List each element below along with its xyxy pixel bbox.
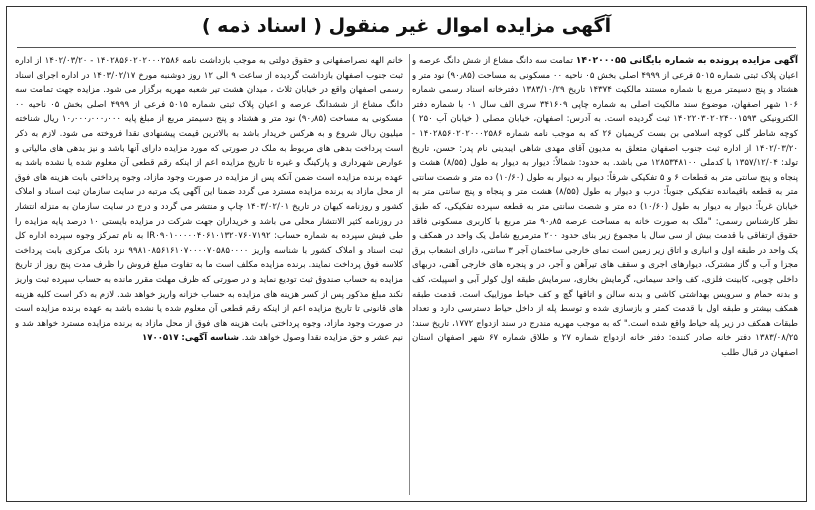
- right-column-body: تمامت سه دانگ مشاع از شش دانگ عرصه و اعیان پلاک ثبتی شماره ۵۰۱۵ فرعی از ۴۹۹۹ اصلی بخش ۰۵ ناحیه ۰۰ مسکونی به مساحت (۹۰٫۸۵) نود متر و هشتاد و پنج دسیمتر مربع با شماره مستند مالکیت ۱۴۳۷۴ تاریخ ۱۳۸۳/۱۰/۲۹ دفترخانه اسناد رسمی شماره ۱۰۶ شهر اصفهان، موضوع سند مالکیت اصلی به شماره چاپی ۳۴۱۶۰۹ سری الف سال ۰۱ با شماره دفتر الکترونیکی ۱۴۰۲۲۰۳۰۲۰۲۴۰۰۱۵۹۳ ثبت گردیده است. به آدرس: اصفهان، خیابان مصلی ( خیابان آب ۲۵۰ ) کوچه شاطر گلی کوچه اسلامی بن بست کریمیان ۲۶ که به موجب نامه شماره ۱۴۰۲۸۵۶۰۲۰۲۰۰۰۲۵۸۶ - ۱۴۰۲/۰۳/۲۰ از اداره ثبت جنوب اصفهان متعلق به مدیون آقای مهدی شاهی ایبدینی نام پدر: حسن، تاریخ تولد: ۱۳۵۷/۱۲/۰۴ با کدملی ۱۲۸۵۳۴۸۱۰۰ می باشد. به حدود: شمالاً: دیوار به دیوار به طول (۸/۵۵) هشت و پنجاه و پنج سانتی متر به قطعات ۶ و ۵ تفکیکی شرقاً: دیوار به دیوار به طول (۱۰/۶۰) ده متر و شصت سانتی متر به قطعه باقیمانده تفکیکی جنوباً: درب و دیوار به طول (۸/۵۵) هشت متر و پنجاه و پنج سانتی متر به خیابان غرباً: دیوار به دیوار به طول (۱۰/۶۰) ده متر و شصت سانتی متر به قطعه سپرده تفکیکی، که طبق نظر کارشناس رسمی: "ملک به صورت خانه به مساحت عرصه ۹۰٫۸۵ متر مربع با کاربری مسکونی فاقد حقوق ارتفاقی با قدمت بیش از سی سال با مجموع زیر بنای حدود ۲۰۰ مترمربع شامل یک واحد در همکف و یک واحد در طبقه اول و انباری و اتاق زیر زمین است نمای خارجی ساختمان آجر ۳ سانتی، دارای انشعاب برق مجزا و آب و گاز مشترک، دیوارهای اجری و سقف های تیرآهن و آجر، در و پنجره های خارجی آهنی، دربهای داخلی چوبی، کابینت فلزی، کف واحد سیمانی، گرمایش بخاری، سرمایش طبقه اول کولر آبی و اسپیلت، کف و بدنه حمام و سرویس بهداشتی کاشی و بدنه سالن و اتاقها گچ و کف حیاط موزاییک است. قدمت طبقه همکف بیشتر و طبقه اول با قدمت کمتر و بازسازی شده و توسط پله از داخل حیاط دسترسی دارد و تعداد طبقات همکف در زیر پله حیاط واقع شده است." که به موجب مهریه مندرج در سند ازدواج ۱۷۷۲، تاریخ سند: ۱۳۸۳/۰۸/۲۵ دفتر خانه صادر کننده: دفتر خانه ازدواج شماره ۲۷ و طلاق شماره ۶۷ شهر اصفهان استان اصفهان در قبال طلب: [412, 56, 798, 358]
- right-column: [412, 54, 798, 497]
- notice-id-label: شناسه آگهی:: [181, 333, 239, 344]
- case-heading: آگهی مزایده پرونده به شماره بایگانی ۱۴۰۲۰۰۰۵۵: [575, 55, 798, 66]
- notice-id-value: ۱۷۰۰۵۱۷: [141, 333, 179, 344]
- notice-frame: [6, 6, 807, 502]
- left-column: [15, 54, 403, 497]
- right-column-text: [412, 54, 798, 360]
- column-divider: [409, 54, 410, 495]
- left-column-text: [15, 54, 403, 346]
- notice-title: آگهی مزایده اموال غیر منقول ( اسناد ذمه ): [201, 15, 612, 37]
- left-column-body: خانم الهه نصراصفهانی و حقوق دولتی به موجب بازداشت نامه ۱۴۰۲۸۵۶۰۲۰۲۰۰۰۲۵۸۶ - ۱۴۰۲/۰۳/۲۰ از اداره ثبت جنوب اصفهان بازداشت گردیده از ساعت ۹ الی ۱۲ روز دوشنبه مورخ ۱۴۰۳/۰۲/۱۷ در اداره اجرای اسناد رسمی اصفهان واقع در خیابان ثلاث ، میدان هشت تیر شعبه مهریه برگزار می شود. مزایده جهت تمامت سه دانگ مشاع از ششدانگ عرصه و اعیان پلاک ثبتی شماره ۵۰۱۵ فرعی از ۴۹۹۹ اصلی بخش ۰۵ ناحیه ۰۰ مسکونی به مساحت (۹۰٫۸۵) نود متر و هشتاد و پنج دسیمتر مربع از مبلغ پایه ۱۰٫۰۰۰٫۰۰۰٫۰۰۰ ریال شناخته میلیون ریال شروع و به هرکس خریدار باشد به بالاترین قیمت پیشنهادی نقدا فروخته می شود. لازم به ذکر است پرداخت بدهی های مربوط به ملک در صورتی که مورد مزایده دارای آنها باشد و نیز بدهی های مالیاتی و عوارض شهرداری و پارکینگ و غیره تا تاریخ مزایده اعم از اینکه رقم قطعی آن معلوم شده یا نشده باشد به عهده برنده مزایده است ضمن آنکه پس از مزایده در صورت وجود مازاد، وجوه پرداختی بابت هزینه های فوق از محل مازاد به برنده مزایده مسترد می گردد ضمنا این آگهی یک مرتبه در سایت سازمان ثبت اسناد و املاک کشور و روزنامه کیهان در تاریخ ۱۴۰۳/۰۲/۰۱ چاپ و منتشر می گردد و درج در سایت سازمان به منزله انتشار در روزنامه کثیر الانتشار محلی می باشد و خریداران جهت شرکت در مزایده بایستی ۱۰ درصد پایه مزایده را طی فیش سپرده به شماره حساب: IR۰۹۰۱۰۰۰۰۰۴۰۶۱۰۱۳۲۰۷۶۰۷۱۹۲ به نام تمرکز وجوه سپرده اداره کل ثبت اسناد و املاک کشور با شناسه واریز ۹۹۸۱۰۸۵۶۱۶۱۰۷۰۰۰۰۷۰۵۸۵۰۰۰۰ نزد بانک مرکزی بابت پرداخت کلاسه فوق پرداخت نمایند. برنده مزایده مکلف است ما به تفاوت مبلغ فروش را ظرف مدت پنج روز از تاریخ مزایده به حساب صندوق ثبت تودیع نماید و در صورتی که ظرف مهلت مقرر مانده به حساب سپرده ثبت واریز نکند مبلغ مذکور پس از کسر هزینه های مزایده به حساب خزانه واریز خواهد شد. لازم به ذکر است کلیه هزینه های قانونی تا تاریخ مزایده اعم از اینکه رقم قطعی آن معلوم شده یا نشده باشد به عهده برنده مزایده است در صورت وجود مازاد، وجوه پرداختی بابت هزینه های فوق از محل مازاد به برنده مزایده مسترد خواهد شد و نیم عشر و حق مزایده نقدا وصول خواهد شد.: [15, 56, 403, 344]
- title-divider: [17, 47, 796, 48]
